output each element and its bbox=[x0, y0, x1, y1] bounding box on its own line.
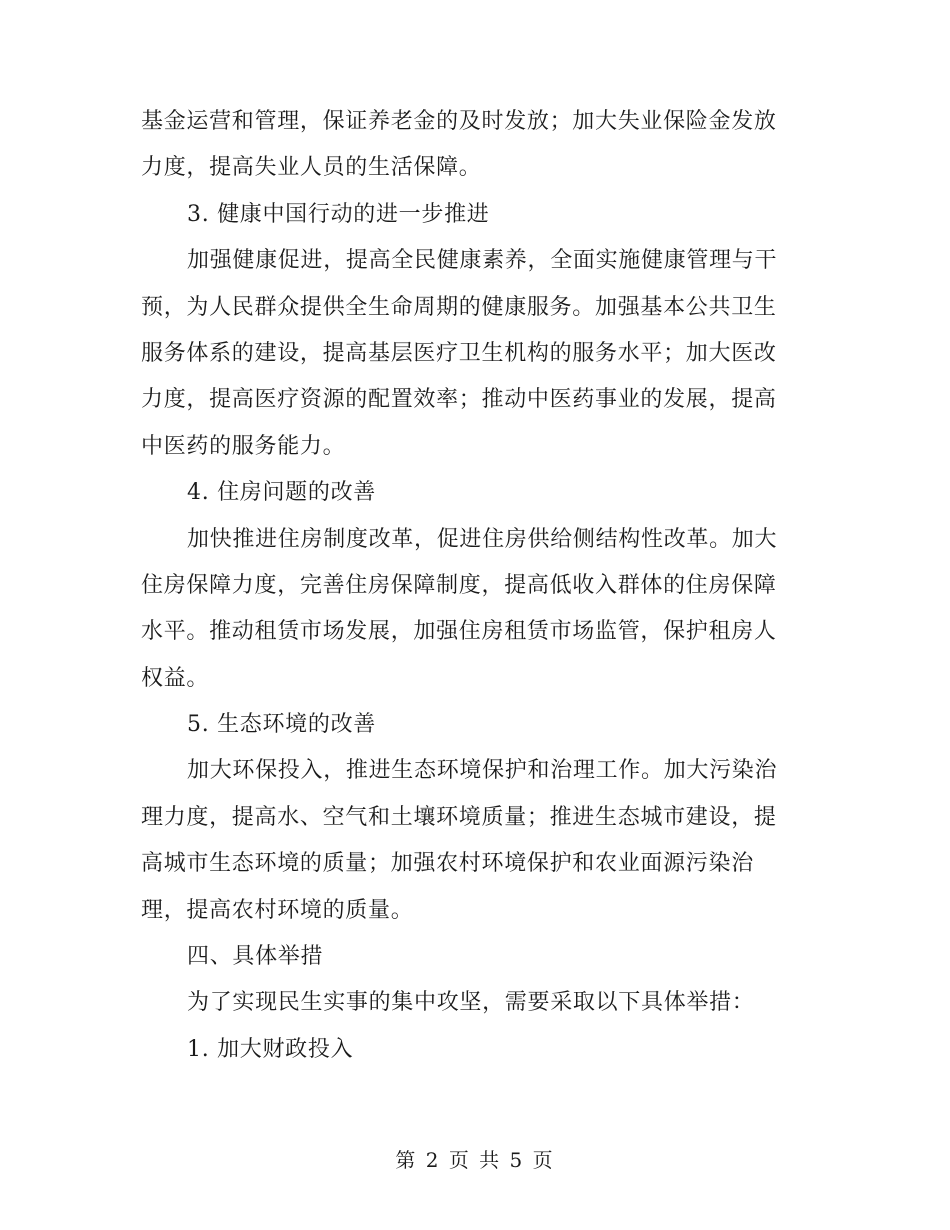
section-heading: 5. 生态环境的改善 bbox=[187, 712, 376, 738]
paragraph-line: 高城市生态环境的质量；加强农村环境保护和农业面源污染治 bbox=[141, 851, 754, 877]
paragraph-line: 加强健康促进，提高全民健康素养，全面实施健康管理与干 bbox=[187, 248, 778, 274]
paragraph-line: 理，提高农村环境的质量。 bbox=[141, 897, 414, 923]
paragraph-line: 加大环保投入，推进生态环境保护和治理工作。加大污染治 bbox=[187, 758, 778, 784]
section-heading: 4. 住房问题的改善 bbox=[187, 480, 376, 506]
page-number: 第 2 页 共 5 页 bbox=[395, 1148, 555, 1172]
paragraph-line: 力度，提高失业人员的生活保障。 bbox=[141, 155, 482, 181]
paragraph-line: 中医药的服务能力。 bbox=[141, 433, 346, 459]
paragraph-line: 基金运营和管理，保证养老金的及时发放；加大失业保险金发放 bbox=[141, 109, 777, 134]
section-heading: 四、具体举措 bbox=[187, 944, 324, 970]
section-heading: 3. 健康中国行动的进一步推进 bbox=[187, 201, 490, 227]
paragraph-line: 服务体系的建设，提高基层医疗卫生机构的服务水平；加大医改 bbox=[141, 340, 777, 366]
section-heading: 1. 加大财政投入 bbox=[187, 1036, 354, 1062]
paragraph-line: 水平。推动租赁市场发展，加强住房租赁市场监管，保护租房人 bbox=[141, 619, 777, 645]
paragraph-line: 住房保障力度，完善住房保障制度，提高低收入群体的住房保障 bbox=[141, 572, 777, 598]
paragraph-line: 加快推进住房制度改革，促进住房供给侧结构性改革。加大 bbox=[187, 526, 778, 552]
paragraph-line: 力度，提高医疗资源的配置效率；推动中医药事业的发展，提高 bbox=[141, 387, 777, 413]
document-body bbox=[141, 99, 813, 1073]
paragraph-line: 预，为人民群众提供全生命周期的健康服务。加强基本公共卫生 bbox=[141, 294, 777, 320]
paragraph-line: 权益。 bbox=[141, 665, 210, 691]
paragraph-line: 理力度，提高水、空气和土壤环境质量；推进生态城市建设，提 bbox=[141, 804, 777, 830]
paragraph-line: 为了实现民生实事的集中攻坚，需要采取以下具体举措： bbox=[187, 990, 755, 1016]
